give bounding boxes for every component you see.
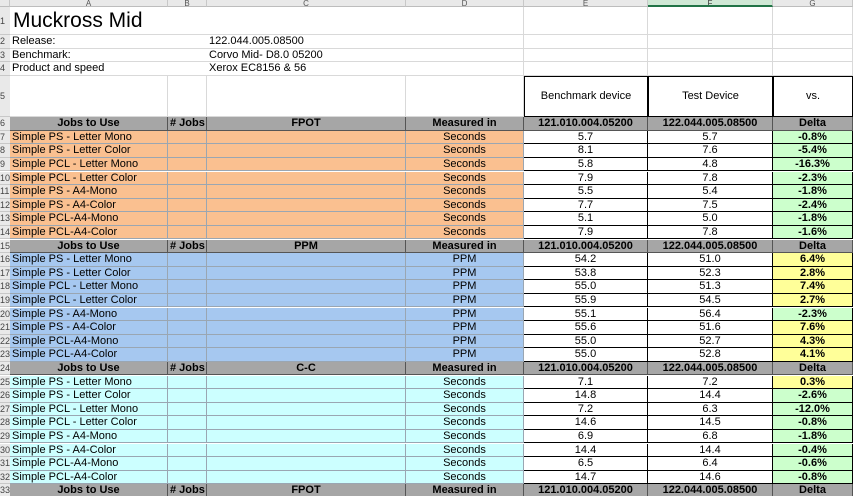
row-number[interactable]: 11 <box>0 185 10 199</box>
delta-value-cell[interactable]: -5.4% <box>773 144 853 158</box>
section-header-benchmark-version[interactable]: 121.010.004.05200 <box>524 240 648 254</box>
delta-value-cell[interactable]: 7.6% <box>773 321 853 335</box>
measured-in-cell[interactable]: Seconds <box>406 144 524 158</box>
measured-in-cell[interactable]: PPM <box>406 267 524 281</box>
row-number[interactable]: 16 <box>0 253 10 267</box>
section-header-metric[interactable]: C-C <box>207 362 406 376</box>
benchmark-value-cell[interactable]: 55.0 <box>524 335 648 349</box>
delta-value-cell[interactable]: -0.8% <box>773 471 853 485</box>
test-device-header[interactable]: Test Device <box>648 76 773 117</box>
job-count-cell[interactable] <box>168 416 207 430</box>
test-value-cell[interactable]: 6.3 <box>648 403 773 417</box>
job-count-cell[interactable] <box>168 403 207 417</box>
section-header-jobs[interactable]: Jobs to Use <box>10 362 168 376</box>
job-name-cell[interactable]: Simple PS - A4-Color <box>10 321 168 335</box>
section-header-jobs[interactable]: Jobs to Use <box>10 117 168 131</box>
measured-in-cell[interactable]: Seconds <box>406 430 524 444</box>
section-header-measured[interactable]: Measured in <box>406 484 524 496</box>
benchmark-value-cell[interactable]: 5.7 <box>524 131 648 145</box>
delta-value-cell[interactable]: -1.8% <box>773 430 853 444</box>
benchmark-device-header[interactable]: Benchmark device <box>524 76 648 117</box>
measured-in-cell[interactable]: PPM <box>406 321 524 335</box>
benchmark-value-cell[interactable]: 55.0 <box>524 280 648 294</box>
benchmark-value-cell[interactable]: 53.8 <box>524 267 648 281</box>
job-name-cell[interactable]: Simple PCL-A4-Mono <box>10 457 168 471</box>
test-value-cell[interactable]: 5.4 <box>648 185 773 199</box>
column-header-a[interactable]: A <box>10 0 168 7</box>
job-name-cell[interactable]: Simple PCL-A4-Mono <box>10 335 168 349</box>
section-header-test-version[interactable]: 122.044.005.08500 <box>648 117 773 131</box>
column-header-c[interactable]: C <box>207 0 406 7</box>
row-number[interactable]: 23 <box>0 348 10 362</box>
empty-cell[interactable] <box>10 76 168 117</box>
row-number[interactable]: 12 <box>0 199 10 213</box>
row-number[interactable]: 24 <box>0 362 10 376</box>
row-number[interactable]: 10 <box>0 172 10 186</box>
benchmark-value-cell[interactable]: 55.0 <box>524 348 648 362</box>
empty-cell[interactable] <box>207 76 406 117</box>
row-number[interactable]: 4 <box>0 62 10 76</box>
test-value-cell[interactable]: 7.8 <box>648 172 773 186</box>
metric-cell[interactable] <box>207 226 406 240</box>
benchmark-value-cell[interactable]: 55.6 <box>524 321 648 335</box>
test-value-cell[interactable]: 7.8 <box>648 226 773 240</box>
section-header-benchmark-version[interactable]: 121.010.004.05200 <box>524 117 648 131</box>
empty-cell[interactable] <box>524 35 648 49</box>
row-number[interactable]: 21 <box>0 321 10 335</box>
delta-value-cell[interactable]: -0.4% <box>773 444 853 458</box>
empty-cell[interactable] <box>773 49 853 63</box>
test-value-cell[interactable]: 7.6 <box>648 144 773 158</box>
job-count-cell[interactable] <box>168 308 207 322</box>
benchmark-value-cell[interactable]: 54.2 <box>524 253 648 267</box>
job-count-cell[interactable] <box>168 335 207 349</box>
job-count-cell[interactable] <box>168 131 207 145</box>
section-header-njobs[interactable]: # Jobs <box>168 484 207 496</box>
job-name-cell[interactable]: Simple PS - A4-Color <box>10 444 168 458</box>
section-header-benchmark-version[interactable]: 121.010.004.05200 <box>524 484 648 496</box>
delta-value-cell[interactable]: 2.7% <box>773 294 853 308</box>
metric-cell[interactable] <box>207 212 406 226</box>
measured-in-cell[interactable]: Seconds <box>406 226 524 240</box>
job-count-cell[interactable] <box>168 253 207 267</box>
metric-cell[interactable] <box>207 321 406 335</box>
delta-value-cell[interactable]: 7.4% <box>773 280 853 294</box>
test-value-cell[interactable]: 51.6 <box>648 321 773 335</box>
job-count-cell[interactable] <box>168 280 207 294</box>
delta-value-cell[interactable]: -2.6% <box>773 389 853 403</box>
section-header-metric[interactable]: FPOT <box>207 117 406 131</box>
section-header-delta[interactable]: Delta <box>773 362 853 376</box>
metric-cell[interactable] <box>207 131 406 145</box>
delta-value-cell[interactable]: 4.1% <box>773 348 853 362</box>
row-number[interactable]: 31 <box>0 457 10 471</box>
job-name-cell[interactable]: Simple PCL - Letter Mono <box>10 158 168 172</box>
test-value-cell[interactable]: 14.6 <box>648 471 773 485</box>
row-number[interactable]: 29 <box>0 430 10 444</box>
measured-in-cell[interactable]: PPM <box>406 308 524 322</box>
row-number[interactable]: 30 <box>0 444 10 458</box>
benchmark-value-cell[interactable]: 55.1 <box>524 308 648 322</box>
section-header-test-version[interactable]: 122.044.005.08500 <box>648 484 773 496</box>
benchmark-value-cell[interactable]: 14.7 <box>524 471 648 485</box>
test-value-cell[interactable]: 5.7 <box>648 131 773 145</box>
job-count-cell[interactable] <box>168 267 207 281</box>
section-header-njobs[interactable]: # Jobs <box>168 362 207 376</box>
delta-value-cell[interactable]: -0.8% <box>773 416 853 430</box>
delta-value-cell[interactable]: -1.8% <box>773 185 853 199</box>
job-count-cell[interactable] <box>168 376 207 390</box>
benchmark-value-cell[interactable]: 55.9 <box>524 294 648 308</box>
row-number[interactable]: 22 <box>0 335 10 349</box>
row-number[interactable]: 15 <box>0 240 10 254</box>
section-header-measured[interactable]: Measured in <box>406 240 524 254</box>
meta-value[interactable]: Corvo Mid- D8.0 05200 <box>207 49 524 63</box>
job-name-cell[interactable]: Simple PCL-A4-Mono <box>10 212 168 226</box>
job-name-cell[interactable]: Simple PS - Letter Mono <box>10 376 168 390</box>
empty-cell[interactable] <box>773 7 853 35</box>
job-count-cell[interactable] <box>168 172 207 186</box>
test-value-cell[interactable]: 14.4 <box>648 444 773 458</box>
metric-cell[interactable] <box>207 158 406 172</box>
empty-cell[interactable] <box>168 76 207 117</box>
section-header-test-version[interactable]: 122.044.005.08500 <box>648 362 773 376</box>
job-name-cell[interactable]: Simple PCL-A4-Color <box>10 471 168 485</box>
job-count-cell[interactable] <box>168 158 207 172</box>
section-header-njobs[interactable]: # Jobs <box>168 240 207 254</box>
row-number[interactable]: 8 <box>0 144 10 158</box>
section-header-jobs[interactable]: Jobs to Use <box>10 484 168 496</box>
delta-value-cell[interactable]: 2.8% <box>773 267 853 281</box>
benchmark-value-cell[interactable]: 6.5 <box>524 457 648 471</box>
sheet-title[interactable]: Muckross Mid <box>10 7 406 35</box>
benchmark-value-cell[interactable]: 8.1 <box>524 144 648 158</box>
job-count-cell[interactable] <box>168 389 207 403</box>
measured-in-cell[interactable]: Seconds <box>406 471 524 485</box>
row-number[interactable]: 33 <box>0 484 10 496</box>
measured-in-cell[interactable]: PPM <box>406 253 524 267</box>
job-name-cell[interactable]: Simple PS - A4-Mono <box>10 430 168 444</box>
metric-cell[interactable] <box>207 294 406 308</box>
empty-cell[interactable] <box>524 7 648 35</box>
delta-value-cell[interactable]: -1.6% <box>773 226 853 240</box>
measured-in-cell[interactable]: PPM <box>406 348 524 362</box>
measured-in-cell[interactable]: PPM <box>406 294 524 308</box>
benchmark-value-cell[interactable]: 5.5 <box>524 185 648 199</box>
delta-value-cell[interactable]: -0.8% <box>773 131 853 145</box>
delta-comparison-header[interactable]: vs. <box>773 76 853 117</box>
empty-cell[interactable] <box>648 35 773 49</box>
delta-value-cell[interactable]: -2.3% <box>773 172 853 186</box>
benchmark-value-cell[interactable]: 7.9 <box>524 226 648 240</box>
metric-cell[interactable] <box>207 416 406 430</box>
job-name-cell[interactable]: Simple PS - A4-Color <box>10 199 168 213</box>
empty-cell[interactable] <box>524 62 648 76</box>
benchmark-value-cell[interactable]: 14.4 <box>524 444 648 458</box>
job-count-cell[interactable] <box>168 457 207 471</box>
metric-cell[interactable] <box>207 376 406 390</box>
meta-label[interactable]: Release: <box>10 35 207 49</box>
metric-cell[interactable] <box>207 172 406 186</box>
measured-in-cell[interactable]: Seconds <box>406 376 524 390</box>
measured-in-cell[interactable]: Seconds <box>406 199 524 213</box>
delta-value-cell[interactable]: -12.0% <box>773 403 853 417</box>
section-header-jobs[interactable]: Jobs to Use <box>10 240 168 254</box>
empty-cell[interactable] <box>648 62 773 76</box>
row-number[interactable]: 9 <box>0 158 10 172</box>
section-header-metric[interactable]: PPM <box>207 240 406 254</box>
metric-cell[interactable] <box>207 348 406 362</box>
metric-cell[interactable] <box>207 144 406 158</box>
empty-cell[interactable] <box>406 76 524 117</box>
job-name-cell[interactable]: Simple PCL - Letter Mono <box>10 280 168 294</box>
test-value-cell[interactable]: 14.4 <box>648 389 773 403</box>
benchmark-value-cell[interactable]: 6.9 <box>524 430 648 444</box>
test-value-cell[interactable]: 52.7 <box>648 335 773 349</box>
section-header-measured[interactable]: Measured in <box>406 117 524 131</box>
delta-value-cell[interactable]: -16.3% <box>773 158 853 172</box>
job-count-cell[interactable] <box>168 348 207 362</box>
column-header-d[interactable]: D <box>406 0 524 7</box>
row-number[interactable]: 14 <box>0 226 10 240</box>
job-name-cell[interactable]: Simple PCL - Letter Color <box>10 172 168 186</box>
section-header-measured[interactable]: Measured in <box>406 362 524 376</box>
job-count-cell[interactable] <box>168 430 207 444</box>
delta-value-cell[interactable]: -2.4% <box>773 199 853 213</box>
empty-cell[interactable] <box>524 49 648 63</box>
test-value-cell[interactable]: 52.3 <box>648 267 773 281</box>
column-header-g[interactable]: G <box>773 0 853 7</box>
test-value-cell[interactable]: 56.4 <box>648 308 773 322</box>
measured-in-cell[interactable]: Seconds <box>406 457 524 471</box>
delta-value-cell[interactable]: -0.6% <box>773 457 853 471</box>
row-number[interactable]: 25 <box>0 376 10 390</box>
meta-value[interactable]: Xerox EC8156 & 56 <box>207 62 524 76</box>
job-count-cell[interactable] <box>168 185 207 199</box>
job-name-cell[interactable]: Simple PS - Letter Color <box>10 144 168 158</box>
meta-label[interactable]: Benchmark: <box>10 49 207 63</box>
section-header-test-version[interactable]: 122.044.005.08500 <box>648 240 773 254</box>
job-name-cell[interactable]: Simple PS - A4-Mono <box>10 185 168 199</box>
test-value-cell[interactable]: 14.5 <box>648 416 773 430</box>
section-header-metric[interactable]: FPOT <box>207 484 406 496</box>
metric-cell[interactable] <box>207 457 406 471</box>
test-value-cell[interactable]: 7.2 <box>648 376 773 390</box>
metric-cell[interactable] <box>207 471 406 485</box>
job-name-cell[interactable]: Simple PS - A4-Mono <box>10 308 168 322</box>
empty-cell[interactable] <box>773 35 853 49</box>
section-header-delta[interactable]: Delta <box>773 484 853 496</box>
metric-cell[interactable] <box>207 403 406 417</box>
section-header-delta[interactable]: Delta <box>773 240 853 254</box>
column-header-e[interactable]: E <box>524 0 648 7</box>
row-number[interactable]: 7 <box>0 131 10 145</box>
row-number[interactable]: 20 <box>0 308 10 322</box>
section-header-benchmark-version[interactable]: 121.010.004.05200 <box>524 362 648 376</box>
metric-cell[interactable] <box>207 280 406 294</box>
job-count-cell[interactable] <box>168 471 207 485</box>
job-count-cell[interactable] <box>168 321 207 335</box>
section-header-njobs[interactable]: # Jobs <box>168 117 207 131</box>
job-count-cell[interactable] <box>168 199 207 213</box>
metric-cell[interactable] <box>207 308 406 322</box>
test-value-cell[interactable]: 5.0 <box>648 212 773 226</box>
meta-value[interactable]: 122.044.005.08500 <box>207 35 524 49</box>
row-number[interactable]: 6 <box>0 117 10 131</box>
select-all-corner[interactable] <box>0 0 10 7</box>
benchmark-value-cell[interactable]: 5.8 <box>524 158 648 172</box>
job-count-cell[interactable] <box>168 294 207 308</box>
empty-cell[interactable] <box>648 7 773 35</box>
metric-cell[interactable] <box>207 267 406 281</box>
measured-in-cell[interactable]: Seconds <box>406 131 524 145</box>
row-number[interactable]: 26 <box>0 389 10 403</box>
row-number[interactable]: 2 <box>0 35 10 49</box>
metric-cell[interactable] <box>207 444 406 458</box>
job-name-cell[interactable]: Simple PCL - Letter Mono <box>10 403 168 417</box>
job-count-cell[interactable] <box>168 444 207 458</box>
benchmark-value-cell[interactable]: 7.9 <box>524 172 648 186</box>
metric-cell[interactable] <box>207 335 406 349</box>
row-number[interactable]: 3 <box>0 49 10 63</box>
row-number[interactable]: 27 <box>0 403 10 417</box>
measured-in-cell[interactable]: Seconds <box>406 158 524 172</box>
measured-in-cell[interactable]: Seconds <box>406 416 524 430</box>
measured-in-cell[interactable]: Seconds <box>406 444 524 458</box>
measured-in-cell[interactable]: Seconds <box>406 403 524 417</box>
empty-cell[interactable] <box>773 62 853 76</box>
delta-value-cell[interactable]: 6.4% <box>773 253 853 267</box>
row-number[interactable]: 17 <box>0 267 10 281</box>
test-value-cell[interactable]: 54.5 <box>648 294 773 308</box>
row-number[interactable]: 1 <box>0 7 10 35</box>
section-header-delta[interactable]: Delta <box>773 117 853 131</box>
measured-in-cell[interactable]: Seconds <box>406 185 524 199</box>
job-name-cell[interactable]: Simple PCL - Letter Color <box>10 294 168 308</box>
empty-cell[interactable] <box>406 7 524 35</box>
row-number[interactable]: 32 <box>0 471 10 485</box>
job-name-cell[interactable]: Simple PS - Letter Mono <box>10 131 168 145</box>
test-value-cell[interactable]: 51.3 <box>648 280 773 294</box>
column-header-b[interactable]: B <box>168 0 207 7</box>
metric-cell[interactable] <box>207 185 406 199</box>
job-count-cell[interactable] <box>168 144 207 158</box>
benchmark-value-cell[interactable]: 14.8 <box>524 389 648 403</box>
empty-cell[interactable] <box>648 49 773 63</box>
row-number[interactable]: 19 <box>0 294 10 308</box>
job-name-cell[interactable]: Simple PCL-A4-Color <box>10 226 168 240</box>
test-value-cell[interactable]: 4.8 <box>648 158 773 172</box>
job-name-cell[interactable]: Simple PS - Letter Color <box>10 389 168 403</box>
job-name-cell[interactable]: Simple PCL - Letter Color <box>10 416 168 430</box>
job-name-cell[interactable]: Simple PS - Letter Color <box>10 267 168 281</box>
metric-cell[interactable] <box>207 253 406 267</box>
benchmark-value-cell[interactable]: 7.1 <box>524 376 648 390</box>
test-value-cell[interactable]: 51.0 <box>648 253 773 267</box>
test-value-cell[interactable]: 7.5 <box>648 199 773 213</box>
job-count-cell[interactable] <box>168 226 207 240</box>
job-name-cell[interactable]: Simple PS - Letter Mono <box>10 253 168 267</box>
job-name-cell[interactable]: Simple PCL-A4-Color <box>10 348 168 362</box>
job-count-cell[interactable] <box>168 212 207 226</box>
measured-in-cell[interactable]: Seconds <box>406 212 524 226</box>
meta-label[interactable]: Product and speed <box>10 62 207 76</box>
delta-value-cell[interactable]: -1.8% <box>773 212 853 226</box>
delta-value-cell[interactable]: -2.3% <box>773 308 853 322</box>
metric-cell[interactable] <box>207 199 406 213</box>
test-value-cell[interactable]: 6.8 <box>648 430 773 444</box>
benchmark-value-cell[interactable]: 14.6 <box>524 416 648 430</box>
measured-in-cell[interactable]: PPM <box>406 335 524 349</box>
row-number[interactable]: 18 <box>0 280 10 294</box>
metric-cell[interactable] <box>207 389 406 403</box>
test-value-cell[interactable]: 52.8 <box>648 348 773 362</box>
measured-in-cell[interactable]: Seconds <box>406 389 524 403</box>
row-number[interactable]: 13 <box>0 212 10 226</box>
column-header-f[interactable]: F <box>648 0 773 7</box>
benchmark-value-cell[interactable]: 7.2 <box>524 403 648 417</box>
benchmark-value-cell[interactable]: 7.7 <box>524 199 648 213</box>
delta-value-cell[interactable]: 0.3% <box>773 376 853 390</box>
test-value-cell[interactable]: 6.4 <box>648 457 773 471</box>
benchmark-value-cell[interactable]: 5.1 <box>524 212 648 226</box>
measured-in-cell[interactable]: PPM <box>406 280 524 294</box>
row-number[interactable]: 5 <box>0 76 10 117</box>
measured-in-cell[interactable]: Seconds <box>406 172 524 186</box>
row-number[interactable]: 28 <box>0 416 10 430</box>
metric-cell[interactable] <box>207 430 406 444</box>
delta-value-cell[interactable]: 4.3% <box>773 335 853 349</box>
